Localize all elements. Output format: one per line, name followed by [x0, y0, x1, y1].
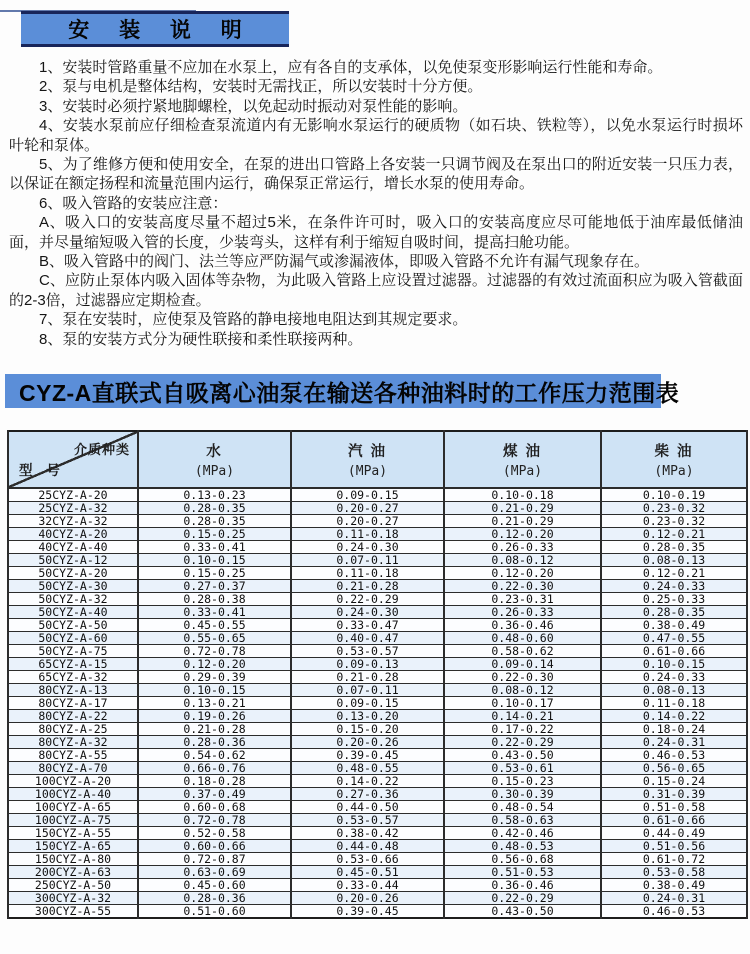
- model-cell: 50CYZ-A-60: [8, 632, 138, 645]
- table-row: [8, 554, 747, 567]
- pressure-value-cell: 0.10-0.19: [601, 488, 747, 502]
- pressure-value-cell: 0.19-0.26: [138, 710, 291, 723]
- pressure-value-cell: 0.22-0.29: [444, 892, 601, 905]
- model-cell: 150CYZ-A-65: [8, 840, 138, 853]
- pressure-value-cell: 0.43-0.50: [444, 905, 601, 919]
- pressure-value-cell: 0.55-0.65: [138, 632, 291, 645]
- pressure-value-cell: 0.17-0.22: [444, 723, 601, 736]
- pressure-value-cell: 0.72-0.78: [138, 814, 291, 827]
- column-header: [601, 431, 747, 488]
- pressure-value-cell: 0.22-0.30: [444, 580, 601, 593]
- instruction-item: A、吸入口的安装高度尽量不超过5米，在条件许可时，吸入口的安装高度应尽可能地低于油库最低储油面，并尽量缩短吸入管的长度，少装弯头，这样有利于缩短自吸时间，提高扫舱功能。: [9, 214, 743, 251]
- corner-label-medium: 介质种类: [73, 442, 130, 457]
- model-cell: 100CYZ-A-20: [8, 775, 138, 788]
- pressure-value-cell: 0.08-0.12: [444, 554, 601, 567]
- pressure-value-cell: 0.08-0.13: [601, 684, 747, 697]
- pressure-value-cell: 0.20-0.27: [291, 502, 444, 515]
- pressure-value-cell: 0.15-0.25: [138, 567, 291, 580]
- pressure-value-cell: 0.09-0.15: [291, 697, 444, 710]
- pressure-value-cell: 0.23-0.32: [601, 502, 747, 515]
- pressure-table: [7, 430, 748, 919]
- model-cell: 150CYZ-A-55: [8, 827, 138, 840]
- pressure-value-cell: 0.48-0.55: [291, 762, 444, 775]
- pressure-value-cell: 0.18-0.24: [601, 723, 747, 736]
- table-row: [8, 749, 747, 762]
- pressure-value-cell: 0.27-0.37: [138, 580, 291, 593]
- pressure-value-cell: 0.29-0.39: [138, 671, 291, 684]
- pressure-value-cell: 0.11-0.18: [291, 567, 444, 580]
- pressure-value-cell: 0.14-0.22: [291, 775, 444, 788]
- pressure-value-cell: 0.20-0.26: [291, 892, 444, 905]
- model-cell: 100CYZ-A-65: [8, 801, 138, 814]
- column-name: 煤 油: [502, 444, 543, 460]
- instruction-item: 2、泵与电机是整体结构，安装时无需找正，所以安装时十分方便。: [39, 78, 483, 96]
- pressure-value-cell: 0.26-0.33: [444, 541, 601, 554]
- pressure-value-cell: 0.28-0.35: [138, 502, 291, 515]
- pressure-value-cell: 0.12-0.20: [444, 567, 601, 580]
- instruction-item: 3、安装时必须拧紧地脚螺栓，以免起动时振动对泵性能的影响。: [39, 97, 468, 115]
- instruction-item: 6、吸入管路的安装应注意：: [39, 194, 228, 212]
- pressure-value-cell: 0.51-0.56: [601, 840, 747, 853]
- pressure-value-cell: 0.46-0.53: [601, 749, 747, 762]
- pressure-value-cell: 0.28-0.35: [601, 541, 747, 554]
- pressure-value-cell: 0.44-0.49: [601, 827, 747, 840]
- model-cell: 50CYZ-A-32: [8, 593, 138, 606]
- model-cell: 100CYZ-A-75: [8, 814, 138, 827]
- table-row: [8, 710, 747, 723]
- pressure-value-cell: 0.47-0.55: [601, 632, 747, 645]
- pressure-value-cell: 0.36-0.46: [444, 879, 601, 892]
- pressure-value-cell: 0.23-0.32: [601, 515, 747, 528]
- pressure-value-cell: 0.58-0.63: [444, 814, 601, 827]
- model-cell: 80CYZ-A-17: [8, 697, 138, 710]
- pressure-value-cell: 0.39-0.45: [291, 905, 444, 919]
- model-cell: 25CYZ-A-32: [8, 502, 138, 515]
- model-cell: 40CYZ-A-40: [8, 541, 138, 554]
- pressure-value-cell: 0.12-0.20: [444, 528, 601, 541]
- model-cell: 300CYZ-A-32: [8, 892, 138, 905]
- table-row: [8, 827, 747, 840]
- model-cell: 65CYZ-A-15: [8, 658, 138, 671]
- pressure-value-cell: 0.27-0.36: [291, 788, 444, 801]
- model-cell: 150CYZ-A-80: [8, 853, 138, 866]
- pressure-value-cell: 0.61-0.66: [601, 645, 747, 658]
- pressure-value-cell: 0.08-0.12: [444, 684, 601, 697]
- table-row: [8, 541, 747, 554]
- pressure-value-cell: 0.24-0.33: [601, 671, 747, 684]
- table-row: [8, 775, 747, 788]
- instruction-item: C、应防止泵体内吸入固体等杂物，为此吸入管路上应设置过滤器。过滤器的有效过流面积应为吸入管截面的2-3倍，过滤器应定期检查。: [9, 272, 743, 309]
- instruction-item: 5、为了维修方便和使用安全，在泵的进出口管路上各安装一只调节阀及在泵出口的附近安装一只压力表，以保证在额定扬程和流量范围内运行，确保泵正常运行，增长水泵的使用寿命。: [9, 156, 743, 193]
- pressure-value-cell: 0.07-0.11: [291, 554, 444, 567]
- table-row: [8, 671, 747, 684]
- pressure-value-cell: 0.40-0.47: [291, 632, 444, 645]
- model-cell: 80CYZ-A-70: [8, 762, 138, 775]
- pressure-value-cell: 0.11-0.18: [601, 697, 747, 710]
- model-cell: 200CYZ-A-63: [8, 866, 138, 879]
- pressure-value-cell: 0.21-0.29: [444, 502, 601, 515]
- model-cell: 80CYZ-A-13: [8, 684, 138, 697]
- table-row: [8, 879, 747, 892]
- pressure-value-cell: 0.45-0.60: [138, 879, 291, 892]
- pressure-value-cell: 0.58-0.62: [444, 645, 601, 658]
- pressure-value-cell: 0.15-0.24: [601, 775, 747, 788]
- table-banner: [5, 374, 680, 408]
- pressure-value-cell: 0.24-0.31: [601, 736, 747, 749]
- column-name: 柴 油: [654, 444, 694, 460]
- pressure-value-cell: 0.43-0.50: [444, 749, 601, 762]
- pressure-value-cell: 0.53-0.61: [444, 762, 601, 775]
- pressure-value-cell: 0.15-0.23: [444, 775, 601, 788]
- pressure-value-cell: 0.72-0.87: [138, 853, 291, 866]
- table-row: [8, 658, 747, 671]
- pressure-value-cell: 0.22-0.29: [444, 736, 601, 749]
- pressure-value-cell: 0.53-0.57: [291, 814, 444, 827]
- pressure-value-cell: 0.53-0.57: [291, 645, 444, 658]
- pressure-value-cell: 0.21-0.29: [444, 515, 601, 528]
- pressure-value-cell: 0.28-0.36: [138, 736, 291, 749]
- model-cell: 80CYZ-A-25: [8, 723, 138, 736]
- corner-header-cell: [8, 431, 138, 488]
- pressure-value-cell: 0.09-0.15: [291, 488, 444, 502]
- pressure-value-cell: 0.38-0.49: [601, 619, 747, 632]
- table-row: [8, 632, 747, 645]
- table-row: [8, 853, 747, 866]
- pressure-value-cell: 0.10-0.15: [138, 554, 291, 567]
- model-cell: 50CYZ-A-20: [8, 567, 138, 580]
- pressure-value-cell: 0.11-0.18: [291, 528, 444, 541]
- pressure-value-cell: 0.24-0.33: [601, 580, 747, 593]
- pressure-value-cell: 0.53-0.66: [291, 853, 444, 866]
- pressure-value-cell: 0.51-0.58: [601, 801, 747, 814]
- model-cell: 32CYZ-A-32: [8, 515, 138, 528]
- pressure-value-cell: 0.15-0.25: [138, 528, 291, 541]
- pressure-value-cell: 0.52-0.58: [138, 827, 291, 840]
- pressure-value-cell: 0.37-0.49: [138, 788, 291, 801]
- table-row: [8, 580, 747, 593]
- pressure-value-cell: 0.60-0.68: [138, 801, 291, 814]
- pressure-value-cell: 0.53-0.58: [601, 866, 747, 879]
- pressure-value-cell: 0.48-0.54: [444, 801, 601, 814]
- column-name: 汽 油: [347, 444, 388, 460]
- model-cell: 50CYZ-A-30: [8, 580, 138, 593]
- table-row: [8, 606, 747, 619]
- pressure-value-cell: 0.54-0.62: [138, 749, 291, 762]
- pressure-value-cell: 0.45-0.55: [138, 619, 291, 632]
- pressure-value-cell: 0.33-0.44: [291, 879, 444, 892]
- table-row: [8, 840, 747, 853]
- pressure-value-cell: 0.33-0.47: [291, 619, 444, 632]
- pressure-value-cell: 0.46-0.53: [601, 905, 747, 919]
- model-cell: 300CYZ-A-55: [8, 905, 138, 919]
- table-row: [8, 619, 747, 632]
- pressure-value-cell: 0.12-0.21: [601, 567, 747, 580]
- pressure-value-cell: 0.51-0.60: [138, 905, 291, 919]
- pressure-value-cell: 0.33-0.41: [138, 541, 291, 554]
- model-cell: 50CYZ-A-40: [8, 606, 138, 619]
- section-title-box: [21, 11, 289, 47]
- pressure-value-cell: 0.21-0.28: [291, 671, 444, 684]
- table-banner-title: CYZ-A直联式自吸离心油泵在输送各种油料时的工作压力范围表: [19, 379, 680, 406]
- column-header: [138, 431, 291, 488]
- instruction-item: 7、泵在安装时，应使泵及管路的静电接地电阻达到其规定要求。: [39, 311, 468, 329]
- table-row: [8, 736, 747, 749]
- pressure-value-cell: 0.28-0.35: [601, 606, 747, 619]
- pressure-value-cell: 0.20-0.26: [291, 736, 444, 749]
- model-cell: 50CYZ-A-12: [8, 554, 138, 567]
- pressure-value-cell: 0.36-0.46: [444, 619, 601, 632]
- model-cell: 50CYZ-A-50: [8, 619, 138, 632]
- column-unit: (MPa): [347, 464, 388, 479]
- pressure-value-cell: 0.63-0.69: [138, 866, 291, 879]
- pressure-value-cell: 0.09-0.13: [291, 658, 444, 671]
- pressure-value-cell: 0.24-0.30: [291, 541, 444, 554]
- pressure-value-cell: 0.28-0.35: [138, 515, 291, 528]
- table-row: [8, 892, 747, 905]
- pressure-value-cell: 0.45-0.51: [291, 866, 444, 879]
- model-cell: 65CYZ-A-32: [8, 671, 138, 684]
- pressure-value-cell: 0.08-0.13: [601, 554, 747, 567]
- model-cell: 50CYZ-A-75: [8, 645, 138, 658]
- table-row: [8, 684, 747, 697]
- model-cell: 100CYZ-A-40: [8, 788, 138, 801]
- pressure-value-cell: 0.26-0.33: [444, 606, 601, 619]
- pressure-value-cell: 0.48-0.53: [444, 840, 601, 853]
- pressure-value-cell: 0.72-0.78: [138, 645, 291, 658]
- table-row: [8, 593, 747, 606]
- table-row: [8, 488, 747, 502]
- pressure-value-cell: 0.13-0.21: [138, 697, 291, 710]
- pressure-value-cell: 0.39-0.45: [291, 749, 444, 762]
- column-header: [291, 431, 444, 488]
- pressure-value-cell: 0.28-0.36: [138, 892, 291, 905]
- table-row: [8, 788, 747, 801]
- table-body: [8, 488, 747, 918]
- column-unit: (MPa): [654, 464, 694, 479]
- pressure-value-cell: 0.10-0.17: [444, 697, 601, 710]
- model-cell: 250CYZ-A-50: [8, 879, 138, 892]
- pressure-value-cell: 0.61-0.72: [601, 853, 747, 866]
- table-row: [8, 723, 747, 736]
- pressure-value-cell: 0.12-0.20: [138, 658, 291, 671]
- pressure-value-cell: 0.15-0.20: [291, 723, 444, 736]
- pressure-value-cell: 0.10-0.15: [601, 658, 747, 671]
- pressure-value-cell: 0.10-0.18: [444, 488, 601, 502]
- table-row: [8, 515, 747, 528]
- pressure-value-cell: 0.42-0.46: [444, 827, 601, 840]
- pressure-value-cell: 0.18-0.28: [138, 775, 291, 788]
- pressure-value-cell: 0.44-0.50: [291, 801, 444, 814]
- pressure-value-cell: 0.25-0.33: [601, 593, 747, 606]
- table-row: [8, 567, 747, 580]
- instruction-item: B、吸入管路中的阀门、法兰等应严防漏气或渗漏液体，即吸入管路不允许有漏气现象存在。: [39, 253, 650, 271]
- table-row: [8, 697, 747, 710]
- pressure-value-cell: 0.22-0.29: [291, 593, 444, 606]
- instructions-list: [9, 58, 743, 349]
- model-cell: 80CYZ-A-32: [8, 736, 138, 749]
- table-row: [8, 645, 747, 658]
- pressure-value-cell: 0.09-0.14: [444, 658, 601, 671]
- pressure-value-cell: 0.60-0.66: [138, 840, 291, 853]
- table-row: [8, 762, 747, 775]
- instruction-item: 1、安装时管路重量不应加在水泵上，应有各自的支承体，以免使泵变形影响运行性能和寿命。: [39, 59, 663, 76]
- column-unit: (MPa): [194, 464, 235, 479]
- model-cell: 40CYZ-A-20: [8, 528, 138, 541]
- pressure-value-cell: 0.14-0.22: [601, 710, 747, 723]
- column-header: [444, 431, 601, 488]
- pressure-value-cell: 0.56-0.68: [444, 853, 601, 866]
- pressure-value-cell: 0.20-0.27: [291, 515, 444, 528]
- model-cell: 80CYZ-A-55: [8, 749, 138, 762]
- pressure-value-cell: 0.30-0.39: [444, 788, 601, 801]
- pressure-value-cell: 0.31-0.39: [601, 788, 747, 801]
- pressure-value-cell: 0.10-0.15: [138, 684, 291, 697]
- model-cell: 25CYZ-A-20: [8, 488, 138, 502]
- pressure-table-container: [7, 430, 746, 919]
- pressure-value-cell: 0.22-0.30: [444, 671, 601, 684]
- pressure-value-cell: 0.23-0.31: [444, 593, 601, 606]
- pressure-value-cell: 0.24-0.30: [291, 606, 444, 619]
- table-header-row: [8, 431, 747, 488]
- page-title: 安 装 说 明: [68, 19, 254, 42]
- pressure-value-cell: 0.14-0.21: [444, 710, 601, 723]
- pressure-value-cell: 0.13-0.23: [138, 488, 291, 502]
- table-row: [8, 905, 747, 919]
- column-name: 水: [206, 444, 223, 460]
- pressure-value-cell: 0.21-0.28: [138, 723, 291, 736]
- pressure-value-cell: 0.61-0.66: [601, 814, 747, 827]
- table-row: [8, 814, 747, 827]
- pressure-value-cell: 0.48-0.60: [444, 632, 601, 645]
- pressure-value-cell: 0.12-0.21: [601, 528, 747, 541]
- table-row: [8, 502, 747, 515]
- table-row: [8, 801, 747, 814]
- instruction-item: 4、安装水泵前应仔细检查泵流道内有无影响水泵运行的硬质物（如石块、铁粒等），以免水泵运行时损坏叶轮和泵体。: [9, 117, 743, 154]
- model-cell: 80CYZ-A-22: [8, 710, 138, 723]
- pressure-value-cell: 0.07-0.11: [291, 684, 444, 697]
- instruction-item: 8、泵的安装方式分为硬性联接和柔性联接两种。: [39, 330, 363, 348]
- pressure-value-cell: 0.13-0.20: [291, 710, 444, 723]
- pressure-value-cell: 0.56-0.65: [601, 762, 747, 775]
- table-row: [8, 866, 747, 879]
- pressure-value-cell: 0.51-0.53: [444, 866, 601, 879]
- pressure-value-cell: 0.66-0.76: [138, 762, 291, 775]
- pressure-value-cell: 0.38-0.42: [291, 827, 444, 840]
- pressure-value-cell: 0.28-0.38: [138, 593, 291, 606]
- pressure-value-cell: 0.21-0.28: [291, 580, 444, 593]
- pressure-value-cell: 0.24-0.31: [601, 892, 747, 905]
- corner-label-model: 型 号: [19, 463, 65, 478]
- column-unit: (MPa): [502, 464, 543, 479]
- table-row: [8, 528, 747, 541]
- pressure-value-cell: 0.38-0.49: [601, 879, 747, 892]
- pressure-value-cell: 0.33-0.41: [138, 606, 291, 619]
- pressure-value-cell: 0.44-0.48: [291, 840, 444, 853]
